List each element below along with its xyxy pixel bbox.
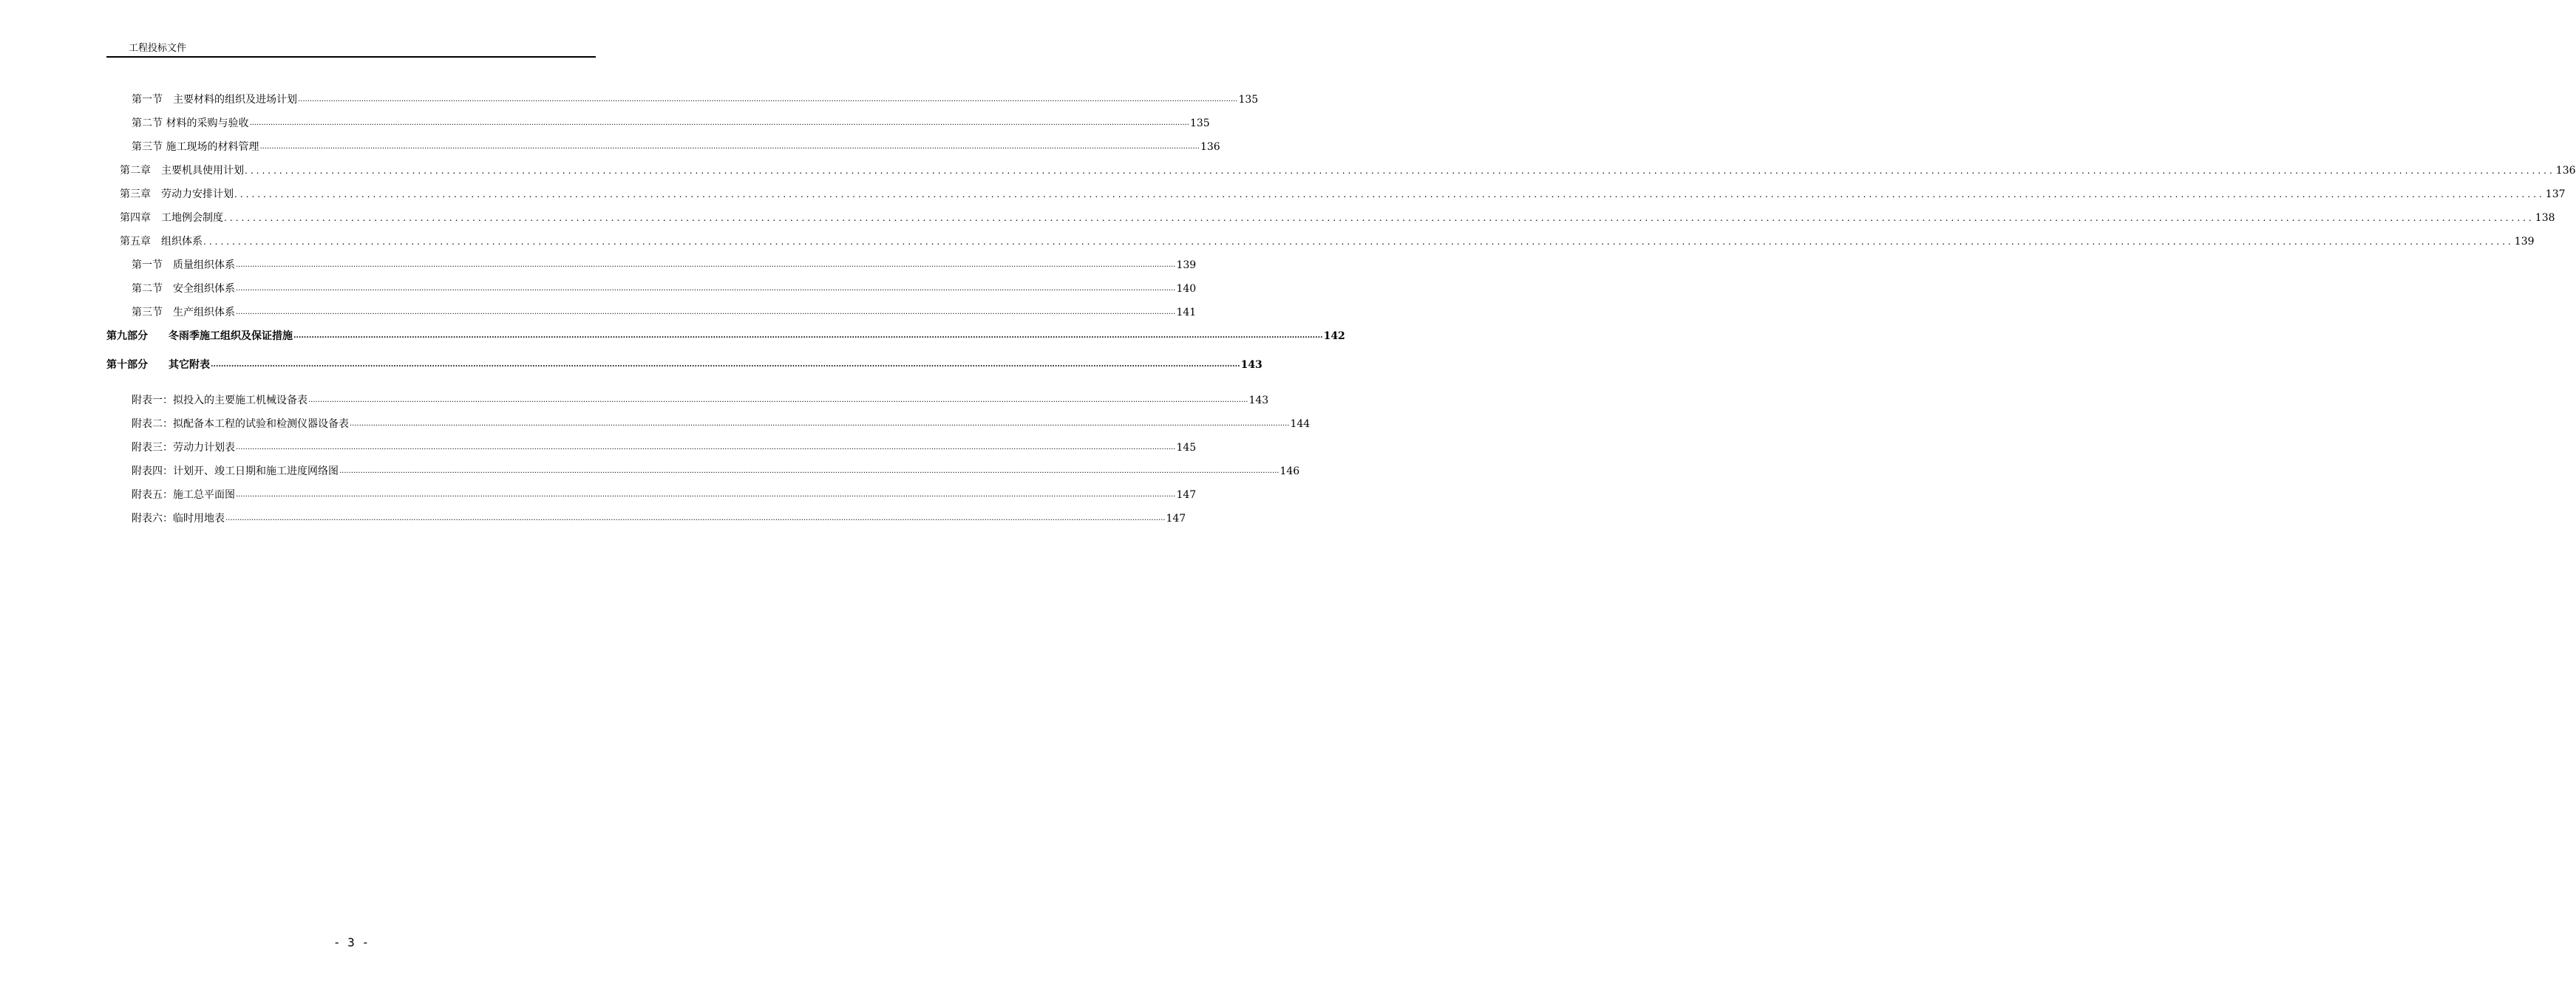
toc-entry[interactable] (132, 487, 1197, 502)
toc-entry-label: 第五章 组织体系 (120, 236, 203, 248)
toc-entry-page: 136 (2555, 165, 2576, 177)
toc-entry-label: 第二节 材料的采购与验收 (132, 117, 249, 129)
toc-entry[interactable] (106, 357, 1262, 372)
toc-entry[interactable] (132, 416, 1311, 431)
toc-entry[interactable] (132, 281, 1197, 296)
toc-entry-label: 第三节 施工现场的材料管理 (132, 141, 259, 153)
toc-leader: ................................................................................................................................................................................................................................................................................................................................................................................................................ (203, 236, 2514, 247)
toc-entry-page: 142 (1323, 330, 1345, 342)
toc-leader: ................................................................................................................................................................................................................................................................................................................................................................................................................ (308, 396, 1248, 404)
toc-entry[interactable] (132, 463, 1300, 478)
page-header (106, 41, 596, 58)
toc-entry-label: 第二节 安全组织体系 (132, 283, 235, 295)
toc-entry-label: 第十部分 其它附表 (106, 359, 210, 371)
toc-entry-page: 139 (2514, 236, 2535, 248)
toc-entry-page: 145 (1176, 442, 1197, 454)
toc-entry-label: 第一节 主要材料的组织及进场计划 (132, 94, 297, 106)
toc-entry[interactable] (132, 392, 1269, 407)
toc-entry-page: 140 (1176, 283, 1197, 295)
toc-entry[interactable] (120, 186, 2566, 201)
toc-entry-label: 第三节 生产组织体系 (132, 307, 235, 318)
toc-leader: ................................................................................................................................................................................................................................................................................................................................................................................................................ (293, 332, 1323, 340)
toc-leader: ................................................................................................................................................................................................................................................................................................................................................................................................................ (234, 189, 2545, 199)
toc-entry[interactable] (120, 163, 2576, 177)
toc-entry[interactable] (106, 328, 1345, 343)
toc-entry-page: 143 (1248, 395, 1269, 406)
toc-leader: ................................................................................................................................................................................................................................................................................................................................................................................................................ (339, 467, 1279, 475)
toc-entry[interactable] (132, 257, 1197, 272)
toc-entry[interactable] (132, 511, 1186, 525)
toc-entry[interactable] (132, 304, 1197, 319)
toc-entry-page: 137 (2545, 188, 2566, 200)
toc-entry-page: 141 (1176, 307, 1197, 318)
toc-leader: ................................................................................................................................................................................................................................................................................................................................................................................................................ (236, 284, 1176, 293)
toc-entry[interactable] (132, 139, 1220, 154)
toc-leader: ................................................................................................................................................................................................................................................................................................................................................................................................................ (249, 119, 1189, 127)
toc-entry-page: 135 (1189, 117, 1210, 129)
toc-leader: ................................................................................................................................................................................................................................................................................................................................................................................................................ (224, 213, 2535, 223)
toc-entry-label: 第一节 质量组织体系 (132, 259, 235, 271)
toc-entry-page: 147 (1176, 489, 1197, 501)
toc-leader: ................................................................................................................................................................................................................................................................................................................................................................................................................ (236, 491, 1176, 499)
toc-leader: ................................................................................................................................................................................................................................................................................................................................................................................................................ (236, 308, 1176, 316)
toc-entry-label: 第九部分 冬雨季施工组织及保证措施 (106, 330, 293, 342)
toc-entry-label: 第四章 工地例会制度 (120, 212, 223, 224)
toc-entry-page: 146 (1279, 465, 1300, 477)
toc-entry-page: 139 (1176, 259, 1197, 271)
toc-entry-label: 第三章 劳动力安排计划 (120, 188, 234, 200)
toc-leader: ................................................................................................................................................................................................................................................................................................................................................................................................................ (236, 443, 1176, 451)
toc-entry-page: 136 (1200, 141, 1220, 153)
toc-entry[interactable] (120, 233, 2535, 248)
page-number: - 3 - (333, 935, 370, 949)
toc-entry[interactable] (132, 115, 1210, 130)
toc-entry-label: 附表五：施工总平面图 (132, 489, 235, 501)
toc-entry-page: 138 (2535, 212, 2555, 224)
toc-entry-label: 附表二：拟配备本工程的试验和检测仪器设备表 (132, 418, 349, 430)
toc-entry-page: 143 (1240, 359, 1262, 371)
toc-entry-label: 附表四：计划开、竣工日期和施工进度网络图 (132, 465, 339, 477)
toc-leader: ................................................................................................................................................................................................................................................................................................................................................................................................................ (298, 95, 1238, 103)
toc-entry-page: 147 (1166, 513, 1186, 525)
toc-entry-label: 第二章 主要机具使用计划 (120, 165, 244, 177)
toc-entry-label: 附表六：临时用地表 (132, 513, 225, 525)
toc-leader: ................................................................................................................................................................................................................................................................................................................................................................................................................ (350, 420, 1290, 428)
toc-leader: ................................................................................................................................................................................................................................................................................................................................................................................................................ (259, 143, 1200, 151)
toc-entry-page: 135 (1238, 94, 1259, 106)
toc-entry-label: 附表一：拟投入的主要施工机械设备表 (132, 395, 307, 406)
toc-entry[interactable] (132, 440, 1197, 454)
header-title: 工程投标文件 (129, 43, 187, 54)
toc-leader: ................................................................................................................................................................................................................................................................................................................................................................................................................ (225, 514, 1166, 522)
toc-entry[interactable] (120, 210, 2555, 225)
toc-leader: ................................................................................................................................................................................................................................................................................................................................................................................................................ (245, 166, 2555, 176)
toc-entry[interactable] (132, 92, 1259, 106)
toc-entry-label: 附表三：劳动力计划表 (132, 442, 235, 454)
toc-entry-page: 144 (1290, 418, 1311, 430)
toc-leader: ................................................................................................................................................................................................................................................................................................................................................................................................................ (211, 361, 1240, 369)
toc-leader: ................................................................................................................................................................................................................................................................................................................................................................................................................ (236, 261, 1176, 269)
